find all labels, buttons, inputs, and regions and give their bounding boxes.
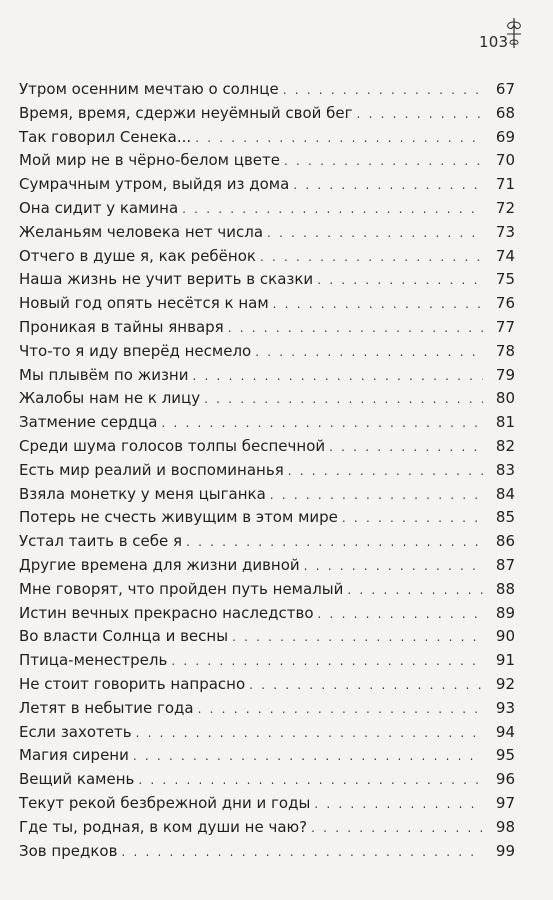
toc-leader-dots: [136, 722, 483, 746]
toc-entry: [19, 554, 515, 578]
toc-entry: [19, 649, 515, 673]
toc-entry: [19, 78, 515, 102]
toc-leader-dots: [232, 626, 483, 650]
toc-leader-dots: [193, 365, 484, 389]
toc-entry-page: 76: [495, 294, 515, 313]
toc-entry-page: 94: [495, 722, 515, 741]
toc-entry-title: Магия сирени: [19, 746, 129, 765]
toc-entry: [19, 697, 515, 721]
toc-leader-dots: [314, 793, 483, 817]
toc-entry: [19, 149, 515, 173]
toc-entry-title: Где ты, родная, в ком души не чаю?: [19, 817, 308, 836]
toc-entry-page: 96: [495, 770, 515, 789]
toc-entry: [19, 411, 515, 435]
toc-leader-dots: [357, 103, 483, 127]
toc-leader-dots: [249, 674, 483, 698]
toc-entry-title: Желаньям человека нет числа: [19, 222, 264, 241]
toc-entry: [19, 530, 515, 554]
toc-leader-dots: [260, 246, 483, 270]
toc-leader-dots: [342, 507, 483, 531]
toc-entry-page: 80: [495, 389, 515, 408]
toc-entry: [19, 364, 515, 388]
toc-entry-page: 95: [495, 746, 515, 765]
toc-entry: [19, 602, 515, 626]
toc-entry: [19, 221, 515, 245]
toc-entry: [19, 506, 515, 530]
toc-entry-page: 86: [495, 532, 515, 551]
toc-entry-page: 75: [495, 270, 515, 289]
toc-entry-title: Мне говорят, что пройден путь немалый: [19, 579, 344, 598]
toc-entry: [19, 245, 515, 269]
toc-entry-title: Не стоит говорить напрасно: [19, 674, 246, 693]
toc-entry: [19, 292, 515, 316]
toc-entry-title: Время, время, сдержи неуёмный свой бег: [19, 103, 353, 122]
toc-entry: [19, 483, 515, 507]
toc-entry-title: Другие времена для жизни дивной: [19, 555, 300, 574]
toc-entry: [19, 102, 515, 126]
toc-leader-dots: [198, 698, 483, 722]
toc-entry-page: 82: [495, 436, 515, 455]
toc-entry: [19, 340, 515, 364]
toc-entry-title: Она сидит у камина: [19, 198, 179, 217]
toc-entry-page: 70: [495, 151, 515, 170]
toc-entry: [19, 673, 515, 697]
toc-entry-title: Утром осенним мечтаю о солнце: [19, 80, 279, 98]
toc-entry-title: Взяла монетку у меня цыганка: [19, 484, 266, 503]
toc-leader-dots: [228, 317, 483, 341]
toc-entry-page: 92: [495, 674, 515, 693]
toc-leader-dots: [311, 817, 483, 841]
toc-leader-dots: [304, 555, 483, 579]
toc-entry-title: Среди шума голосов толпы беспечной: [19, 436, 326, 455]
toc-entry-title: Новый год опять несётся к нам: [19, 294, 269, 313]
toc-entry-page: 74: [495, 246, 515, 265]
toc-entry-page: 68: [495, 103, 515, 122]
toc-entry-title: Сумрачным утром, выйдя из дома: [19, 175, 290, 194]
toc-leader-dots: [293, 174, 483, 198]
toc-entry-title: Есть мир реалий и воспоминанья: [19, 460, 284, 479]
toc-entry-title: Потерь не счесть живущим в этом мире: [19, 508, 338, 527]
toc-entry-title: Текут рекой безбрежной дни и годы: [19, 793, 311, 812]
toc-entry-title: Проникая в тайны января: [19, 317, 224, 336]
toc-leader-dots: [347, 579, 483, 603]
toc-entry-page: 89: [495, 603, 515, 622]
toc-leader-dots: [273, 293, 483, 317]
toc-entry: [19, 721, 515, 745]
toc-entry-title: Мой мир не в чёрно-белом цвете: [19, 151, 280, 170]
toc-entry-page: 93: [495, 698, 515, 717]
toc-entry: [19, 387, 515, 411]
toc-entry-page: 97: [495, 793, 515, 812]
toc-entry: [19, 792, 515, 816]
toc-entry-page: 91: [495, 651, 515, 670]
toc-entry-page: 87: [495, 555, 515, 574]
toc-entry-title: Птица-менестрель: [19, 651, 168, 670]
toc-entry-page: 67: [495, 80, 515, 98]
toc-entry-title: Вещий камень: [19, 770, 135, 789]
toc-entry: [19, 173, 515, 197]
toc-entry-page: 79: [495, 365, 515, 384]
toc-entry-page: 83: [495, 460, 515, 479]
toc-leader-dots: [186, 531, 483, 555]
toc-leader-dots: [195, 127, 483, 151]
toc-entry: [19, 459, 515, 483]
toc-entry: [19, 816, 515, 840]
toc-leader-dots: [329, 436, 483, 460]
toc-leader-dots: [161, 412, 483, 436]
toc-entry-page: 98: [495, 817, 515, 836]
corner-ornament-icon: [503, 16, 525, 50]
toc-entry-title: Что-то я иду вперёд несмело: [19, 341, 252, 360]
toc-entry: [19, 197, 515, 221]
toc-entry-title: Истин вечных прекрасно наследство: [19, 603, 314, 622]
toc-entry: [19, 126, 515, 150]
toc-entry-page: 72: [495, 198, 515, 217]
toc-leader-dots: [121, 841, 483, 865]
toc-entry-title: Зов предков: [19, 841, 118, 860]
toc-entry-title: Отчего в душе я, как ребёнок: [19, 246, 256, 265]
toc-entry: [19, 840, 515, 864]
toc-leader-dots: [284, 150, 483, 174]
toc-leader-dots: [267, 222, 483, 246]
toc-entry-page: 88: [495, 579, 515, 598]
toc-leader-dots: [283, 79, 483, 103]
toc-entry-page: 81: [495, 413, 515, 432]
toc-entry-title: Устал таить в себе я: [19, 532, 183, 551]
toc-entry: [19, 625, 515, 649]
toc-entry-page: 71: [495, 175, 515, 194]
toc-leader-dots: [288, 460, 483, 484]
table-of-contents: [19, 78, 515, 863]
toc-entry: [19, 768, 515, 792]
toc-entry-title: Жалобы нам не к лицу: [19, 389, 201, 408]
toc-leader-dots: [204, 388, 483, 412]
toc-entry-page: 69: [495, 127, 515, 146]
toc-entry: [19, 268, 515, 292]
toc-leader-dots: [133, 745, 483, 769]
toc-entry: [19, 435, 515, 459]
toc-entry-title: Летят в небытие года: [19, 698, 194, 717]
page-number: 103: [479, 33, 509, 51]
toc-entry-page: 77: [495, 317, 515, 336]
toc-entry-title: Так говорил Сенека...: [19, 127, 192, 146]
toc-leader-dots: [318, 603, 483, 627]
toc-entry: [19, 744, 515, 768]
toc-entry-title: Во власти Солнца и весны: [19, 627, 229, 646]
toc-leader-dots: [255, 341, 483, 365]
toc-entry-title: Мы плывём по жизни: [19, 365, 189, 384]
toc-entry: [19, 578, 515, 602]
toc-entry-page: 99: [495, 841, 515, 860]
toc-entry-title: Если захотеть: [19, 722, 132, 741]
toc-leader-dots: [317, 269, 483, 293]
toc-entry-page: 85: [495, 508, 515, 527]
toc-entry-page: 90: [495, 627, 515, 646]
toc-entry-page: 84: [495, 484, 515, 503]
toc-leader-dots: [138, 769, 483, 793]
toc-entry: [19, 316, 515, 340]
toc-entry-page: 73: [495, 222, 515, 241]
toc-leader-dots: [171, 650, 483, 674]
toc-entry-page: 78: [495, 341, 515, 360]
toc-leader-dots: [182, 198, 483, 222]
toc-leader-dots: [270, 484, 483, 508]
toc-entry-title: Затмение сердца: [19, 413, 158, 432]
toc-entry-title: Наша жизнь не учит верить в сказки: [19, 270, 314, 289]
